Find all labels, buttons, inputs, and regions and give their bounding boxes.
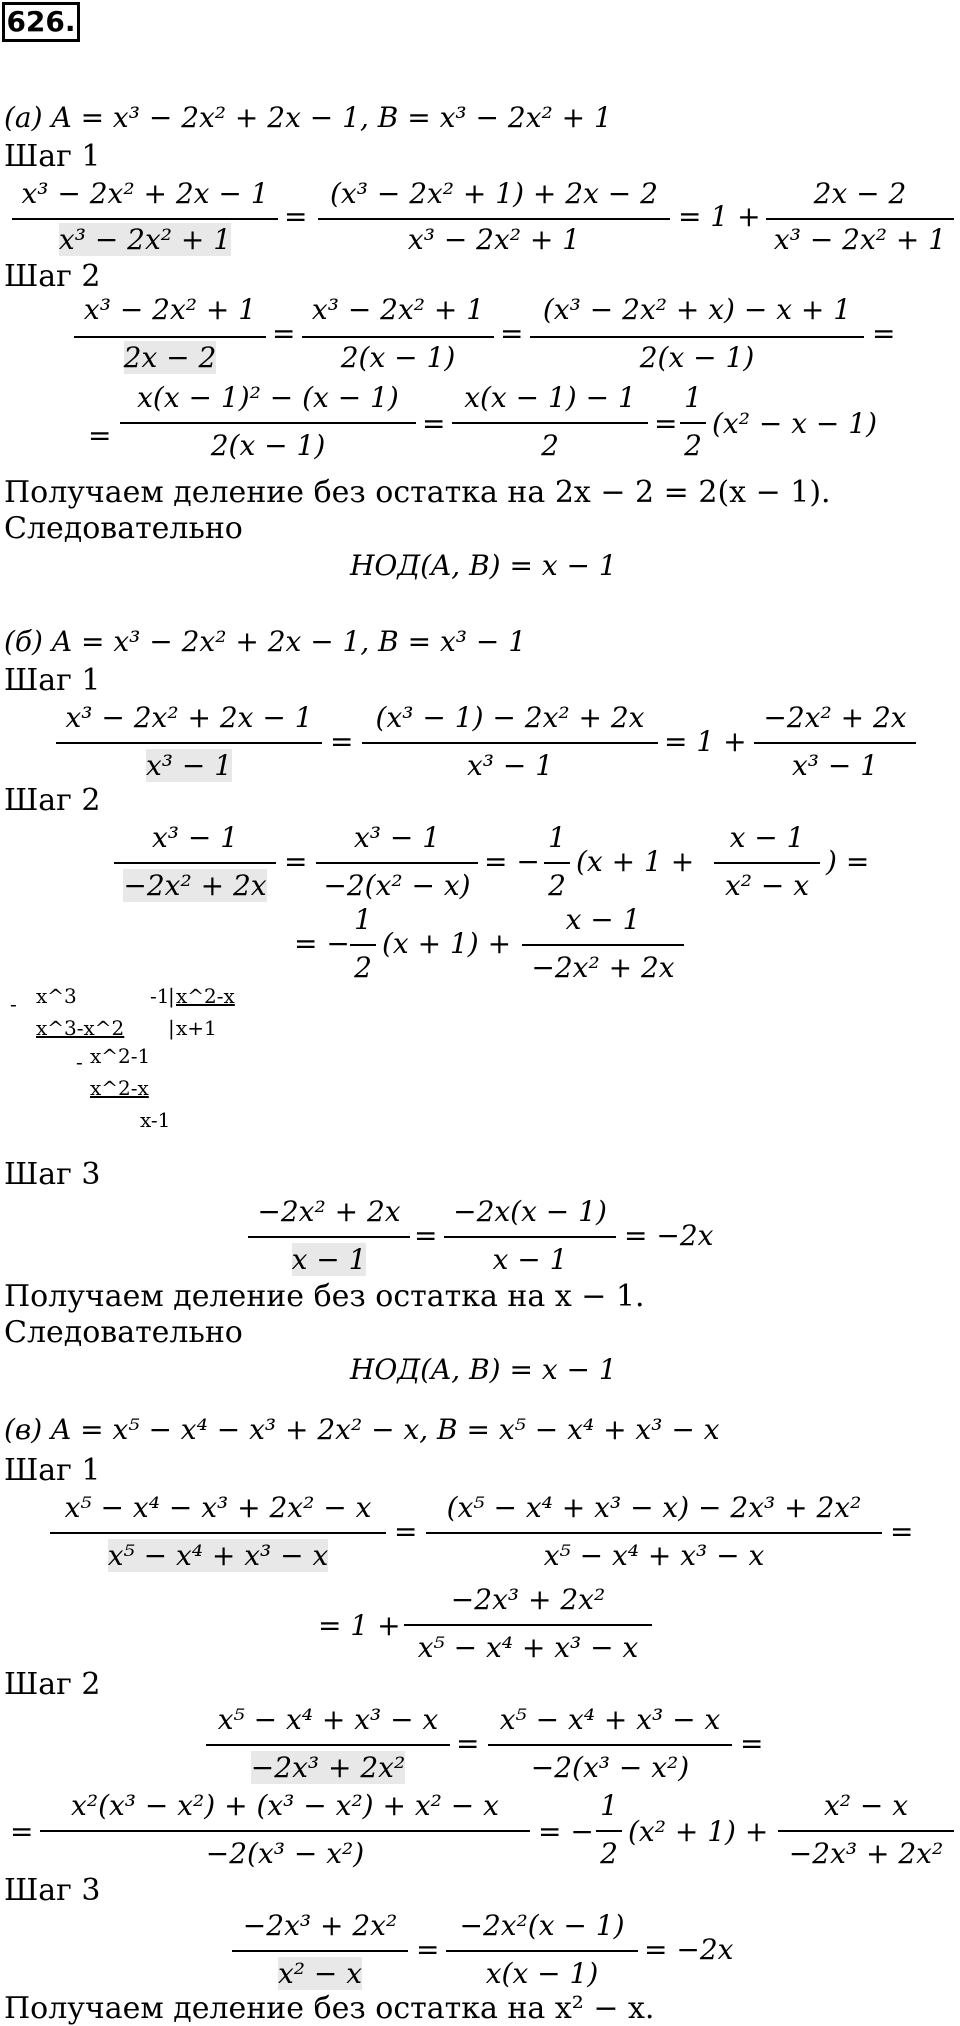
equals-sign: =	[872, 317, 896, 350]
fraction-denominator: 2x − 2	[123, 341, 217, 374]
equals-sign: =	[456, 1727, 480, 1760]
equals-sign: =	[890, 1515, 914, 1548]
equals-one-plus: = 1 +	[318, 1609, 401, 1642]
divisor: x^2-x	[176, 984, 235, 1008]
fraction-bar	[302, 336, 494, 338]
dividend: x^3	[36, 984, 77, 1008]
part-a-header: (а) A = x³ − 2x² + 2x − 1, B = x³ − 2x² + 1	[4, 101, 612, 134]
equals-sign: =	[88, 419, 112, 452]
expression-middle: (x + 1) +	[382, 927, 512, 960]
equals-sign: =	[414, 1219, 438, 1252]
expression-middle: (x² + 1) +	[628, 1815, 769, 1848]
fraction-denominator: x⁵ − x⁴ + x³ − x	[107, 1539, 329, 1572]
fraction-bar	[232, 1950, 408, 1952]
fraction-denominator: x³ − 2x² + 1	[58, 223, 232, 256]
equals-sign: =	[10, 1815, 34, 1848]
fraction-bar	[714, 862, 820, 864]
fraction-numerator: x⁵ − x⁴ + x³ − x	[217, 1703, 439, 1736]
fraction-numerator: x³ − 1	[151, 821, 239, 854]
fraction-numerator: x(x − 1) − 1	[464, 381, 636, 414]
fraction-denominator: −2(x² − x)	[323, 869, 471, 902]
part-a-conclusion: Получаем деление без остатка на 2x − 2 = 2(x − 1).	[4, 475, 831, 510]
fraction-numerator: 2x − 2	[813, 177, 907, 210]
part-b-step1-label: Шаг 1	[4, 663, 101, 698]
fraction-bar	[426, 1532, 882, 1534]
fraction-numerator: x³ − 2x² + 1	[311, 293, 485, 326]
half-denominator: 2	[548, 869, 566, 902]
equals-sign: =	[416, 1933, 440, 1966]
equals-sign: =	[394, 1515, 418, 1548]
fraction-bar	[50, 1532, 386, 1534]
fraction-bar	[362, 742, 658, 744]
paren-open: (x + 1 +	[576, 845, 695, 878]
part-b-header: (б) A = x³ − 2x² + 2x − 1, B = x³ − 1	[4, 625, 527, 658]
fraction-bar	[318, 218, 670, 220]
fraction-numerator: −2x²(x − 1)	[459, 1909, 625, 1942]
equals-sign: =	[284, 200, 308, 233]
part-c-step3-label: Шаг 3	[4, 1873, 101, 1908]
equals-one-plus: = 1 +	[664, 725, 747, 758]
equals-minus: = −	[294, 927, 350, 960]
fraction-bar	[596, 1830, 622, 1832]
fraction-numerator: x³ − 1	[353, 821, 441, 854]
equals-sign: =	[284, 845, 308, 878]
partial-remainder: x^2-1	[90, 1044, 151, 1068]
fraction-numerator: (x³ − 1) − 2x² + 2x	[375, 701, 645, 734]
fraction-bar	[488, 1744, 732, 1746]
part-b-step3-label: Шаг 3	[4, 1157, 101, 1192]
fraction-denominator: x³ − 1	[145, 749, 233, 782]
part-a-gcd: НОД(A, B) = x − 1	[350, 549, 617, 582]
fraction-bar	[452, 422, 648, 424]
remainder: x-1	[140, 1108, 171, 1132]
fraction-denominator: 2(x − 1)	[210, 429, 326, 462]
fraction-bar	[114, 862, 276, 864]
divider-bar: |	[168, 1016, 175, 1040]
fraction-denominator: x³ − 1	[466, 749, 554, 782]
part-c-conclusion: Получаем деление без остатка на x² − x.	[4, 1991, 655, 2026]
fraction-bar	[40, 1830, 530, 1832]
fraction-denominator: 2(x − 1)	[340, 341, 456, 374]
minus-sign: -	[76, 1050, 83, 1074]
fraction-denominator: x³ − 2x² + 1	[407, 223, 581, 256]
fraction-numerator: x⁵ − x⁴ − x³ + 2x² − x	[64, 1491, 372, 1524]
part-b-consequently: Следовательно	[4, 1315, 243, 1350]
fraction-numerator: −2x² + 2x	[257, 1195, 401, 1228]
fraction-bar	[12, 218, 278, 220]
fraction-numerator: x²(x³ − x²) + (x³ − x²) + x² − x	[71, 1789, 499, 1822]
fraction-numerator: x³ − 2x² + 2x − 1	[21, 177, 269, 210]
fraction-denominator: x(x − 1)	[485, 1957, 599, 1990]
fraction-numerator: (x³ − 2x² + 1) + 2x − 2	[330, 177, 658, 210]
fraction-denominator: x⁵ − x⁴ + x³ − x	[543, 1539, 765, 1572]
fraction-bar	[544, 862, 570, 864]
half-numerator: 1	[548, 821, 566, 854]
fraction-bar	[350, 944, 376, 946]
fraction-bar	[530, 336, 864, 338]
fraction-denominator: x³ − 2x² + 1	[773, 223, 947, 256]
fraction-numerator: −2x(x − 1)	[453, 1195, 607, 1228]
fraction-denominator: 2	[541, 429, 559, 462]
fraction-denominator: −2(x³ − x²)	[205, 1837, 365, 1870]
equals-sign: =	[740, 1727, 764, 1760]
part-b-gcd: НОД(A, B) = x − 1	[350, 1353, 617, 1386]
step-result: = −2x	[644, 1933, 734, 1966]
fraction-numerator: −2x³ + 2x²	[242, 1909, 398, 1942]
fraction-denominator: x⁵ − x⁴ + x³ − x	[417, 1631, 639, 1664]
part-a-step1-label: Шаг 1	[4, 139, 101, 174]
part-c-step2-label: Шаг 2	[4, 1667, 101, 1702]
equals-sign: =	[422, 407, 446, 440]
half-denominator: 2	[684, 429, 702, 462]
fraction-bar	[444, 1236, 616, 1238]
fraction-numerator: x² − x	[823, 1789, 909, 1822]
fraction-bar	[778, 1830, 954, 1832]
fraction-denominator: −2x³ + 2x²	[788, 1837, 944, 1870]
fraction-bar	[74, 336, 266, 338]
fraction-bar	[766, 218, 954, 220]
fraction-denominator: −2x² + 2x	[531, 951, 675, 984]
fraction-numerator: (x³ − 2x² + x) − x + 1	[542, 293, 852, 326]
fraction-bar	[316, 862, 478, 864]
fraction-numerator: x − 1	[565, 903, 641, 936]
paren-close: ) =	[826, 845, 870, 878]
fraction-denominator: x − 1	[291, 1243, 367, 1276]
fraction-numerator: x³ − 2x² + 2x − 1	[65, 701, 313, 734]
fraction-denominator: 2(x − 1)	[639, 341, 755, 374]
minus-sign: -	[10, 992, 17, 1016]
part-c-header: (в) A = x⁵ − x⁴ − x³ + 2x² − x, B = x⁵ − x⁴ + x³ − x	[4, 1413, 720, 1446]
half-denominator: 2	[354, 951, 372, 984]
fraction-bar	[754, 742, 916, 744]
equals-sign: =	[272, 317, 296, 350]
half-numerator: 1	[684, 381, 702, 414]
half-numerator: 1	[354, 903, 372, 936]
fraction-numerator: x − 1	[729, 821, 805, 854]
fraction-denominator: x³ − 1	[791, 749, 879, 782]
part-a-step2-label: Шаг 2	[4, 259, 101, 294]
equals-one-plus: = 1 +	[678, 200, 761, 233]
fraction-numerator: x⁵ − x⁴ + x³ − x	[499, 1703, 721, 1736]
fraction-numerator: (x⁵ − x⁴ + x³ − x) − 2x³ + 2x²	[446, 1491, 862, 1524]
fraction-bar	[206, 1744, 450, 1746]
fraction-numerator: x(x − 1)² − (x − 1)	[137, 381, 399, 414]
equals-sign: =	[654, 407, 678, 440]
subtrahend-1: x^3-x^2	[36, 1016, 125, 1040]
equals-minus: = −	[538, 1815, 594, 1848]
fraction-bar	[248, 1236, 410, 1238]
fraction-bar	[522, 944, 684, 946]
fraction-denominator: x² − x	[277, 1957, 363, 1990]
fraction-bar	[404, 1624, 652, 1626]
dividend-constant: -1	[150, 984, 170, 1008]
quotient: x+1	[176, 1016, 217, 1040]
equals-sign: =	[330, 725, 354, 758]
half-numerator: 1	[600, 1789, 618, 1822]
fraction-bar	[56, 742, 322, 744]
problem-number: 626.	[2, 2, 80, 42]
fraction-numerator: −2x² + 2x	[763, 701, 907, 734]
fraction-bar	[120, 422, 416, 424]
equals-minus: = −	[484, 845, 540, 878]
fraction-bar	[680, 422, 706, 424]
part-b-step2-label: Шаг 2	[4, 783, 101, 818]
half-denominator: 2	[600, 1837, 618, 1870]
expression-tail: (x² − x − 1)	[712, 407, 877, 440]
equals-sign: =	[500, 317, 524, 350]
fraction-numerator: −2x³ + 2x²	[450, 1583, 606, 1616]
fraction-denominator: x − 1	[492, 1243, 568, 1276]
fraction-denominator: −2x³ + 2x²	[250, 1751, 406, 1784]
part-b-conclusion: Получаем деление без остатка на x − 1.	[4, 1279, 645, 1314]
fraction-denominator: x² − x	[724, 869, 810, 902]
part-c-step1-label: Шаг 1	[4, 1453, 101, 1488]
step-result: = −2x	[624, 1219, 714, 1252]
subtrahend-2: x^2-x	[90, 1076, 149, 1100]
fraction-denominator: −2(x³ − x²)	[530, 1751, 690, 1784]
fraction-numerator: x³ − 2x² + 1	[83, 293, 257, 326]
fraction-bar	[446, 1950, 638, 1952]
divider-bar: |	[168, 984, 175, 1008]
fraction-denominator: −2x² + 2x	[123, 869, 267, 902]
part-a-consequently: Следовательно	[4, 511, 243, 546]
